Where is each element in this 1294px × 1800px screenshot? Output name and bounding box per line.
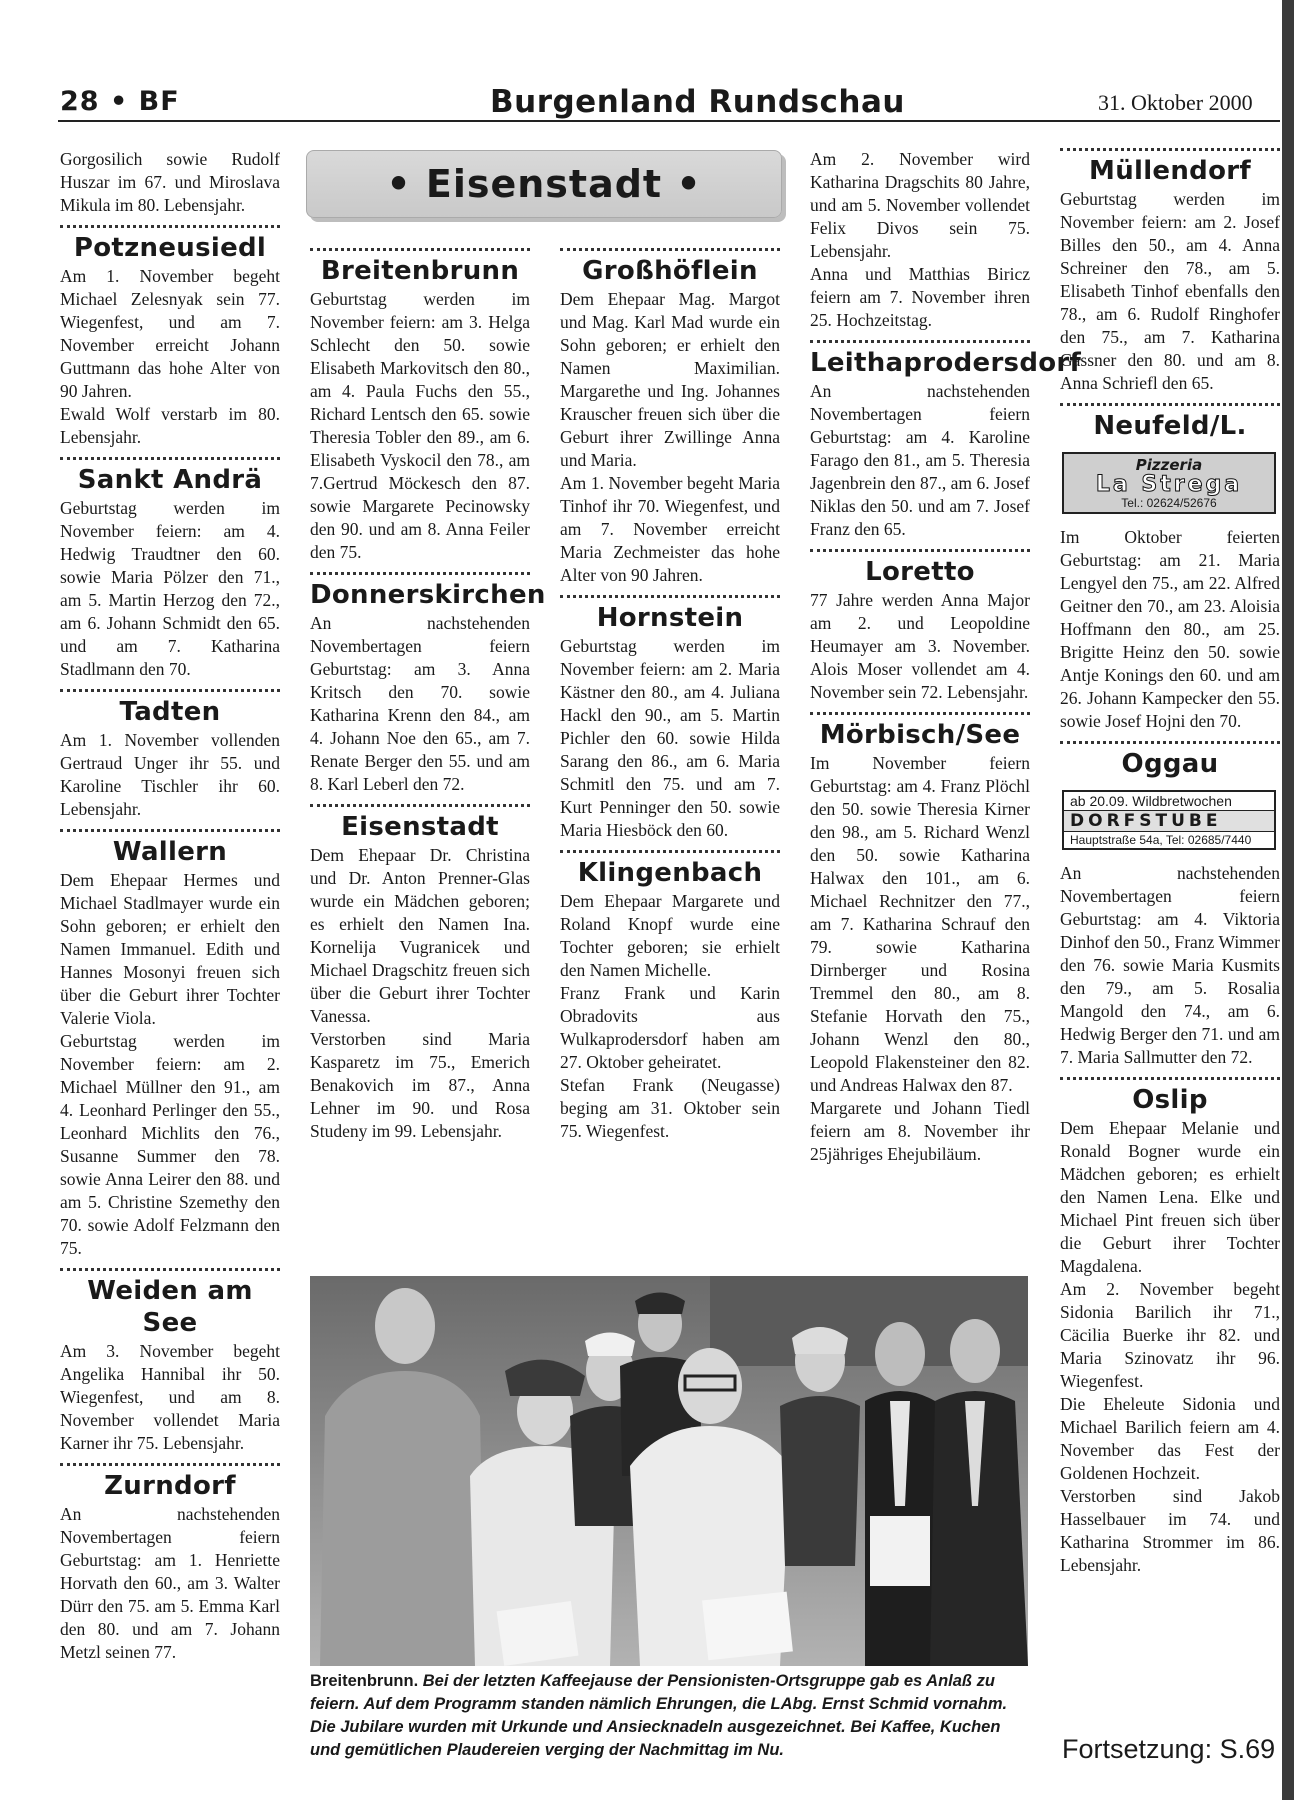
article-text: Geburtstag werden im November feiern: am 2. Josef Billes den 50., am 4. Anna Schreiner den 78., am 5. Elisabeth Tinhof ebenfalls den 78., am 6. Rudolf Ringhofer den 75., am 7. Katharina Gassner den 80. und am 8. Anna Schriefl den 65.: [1060, 189, 1280, 393]
article-text: Geburtstag werden im November feiern: am 4. Hedwig Traudtner den 60. sowie Maria Pölzer den 71., am 5. Martin Herzog den 72., am 6. Johann Schmidt den 65. und am 7. Katharina Stadlmann den 70.: [60, 498, 280, 679]
article-text: Dem Ehepaar Margarete und Roland Knopf wurde eine Tochter geboren; sie erhielt den Namen Michelle.: [560, 891, 780, 980]
dotted-divider: [60, 829, 280, 832]
article-text: Geburtstag werden im November feiern: am 2. Michael Müllner den 91., am 4. Leonhard Perlinger den 55., Leonhard Michlits den 76., Susanne Summer den 78. sowie Anna Leirer den 88. und am 5. Christine Szemethy den 70. sowie Adolf Felzmann den 75.: [60, 1031, 280, 1258]
article-text: Im Oktober feierten Geburtstag: am 21. Maria Lengyel den 75., am 22. Alfred Geitner den 70., am 23. Aloisia Hoffmann den 80., am 25. Brigitte Heinz den 50. sowie Antje Konings den 60. und am 26. Johann Kampecker den 55. sowie Josef Hojni den 70.: [1060, 527, 1280, 731]
photo-illustration: [310, 1276, 1028, 1666]
article-text: Ewald Wolf verstarb im 80. Lebensjahr.: [60, 404, 280, 447]
section-heading: Loretto: [865, 557, 975, 587]
section-heading: Hornstein: [596, 603, 744, 633]
column-1: [60, 148, 280, 1664]
section-heading: Müllendorf: [1089, 156, 1251, 186]
continued-note: Fortsetzung: S.69: [1062, 1734, 1276, 1764]
dotted-divider: [60, 1268, 280, 1271]
ad-line: ab 20.09. Wildbretwochen: [1064, 792, 1274, 811]
dotted-divider: [1060, 403, 1280, 406]
pizzeria-ad: [1062, 452, 1276, 514]
page-number: 28 • BF: [60, 86, 180, 117]
newspaper-title: Burgenland Rundschau: [490, 84, 905, 120]
dotted-divider: [1060, 1077, 1280, 1080]
article-text: An nachstehenden Novembertagen feiern Geburtstag: am 3. Anna Kritsch den 70. sowie Katharina Krenn den 84., am 4. Johann Noe den 65., am 7. Renate Berger den 55. und am 8. Karl Leberl den 72.: [310, 613, 530, 794]
dotted-divider: [810, 549, 1030, 552]
section-heading: Wallern: [112, 837, 228, 867]
section-heading: Breitenbrunn: [320, 256, 520, 286]
dotted-divider: [810, 340, 1030, 343]
article-text: Stefan Frank (Neugasse) beging am 31. Oktober sein 75. Wiegenfest.: [560, 1075, 780, 1141]
article-text: Dem Ehepaar Mag. Margot und Mag. Karl Mad wurde ein Sohn geboren; er erhielt den Namen Maximilian. Margarethe und Ing. Johannes Krauscher freuen sich über die Geburt ihrer Zwillinge Anna und Maria.: [560, 289, 780, 470]
group-photo: [310, 1276, 1028, 1666]
article-text: Dem Ehepaar Dr. Christina und Dr. Anton Prenner-Glas wurde ein Mädchen geboren; es erhielt den Namen Ina. Kornelija Vugranicek und Michael Dragschitz freuen sich über die Geburt ihrer Tochter Vanessa.: [310, 845, 530, 1026]
ad-address: Hauptstraße 54a, Tel: 02685/7440: [1070, 833, 1252, 847]
dotted-divider: [60, 1463, 280, 1466]
article-text: Verstorben sind Maria Kasparetz im 75., Emerich Benakovich im 87., Anna Lehner im 90. und Rosa Studeny im 99. Lebensjahr.: [310, 1029, 530, 1141]
article-text: Franz Frank und Karin Obradovits aus Wulkaprodersdorf haben am 27. Oktober geheiratet.: [560, 983, 780, 1072]
article-text: Geburtstag werden im November feiern: am 3. Helga Schlecht den 50. sowie Elisabeth Markovitsch den 80., am 4. Paula Fuchs den 55., Richard Lentsch den 65. sowie Theresia Tobler den 89., am 6. Elisabeth Vyskocil den 78., am 7.Gertrud Möckesch den 87. sowie Margarete Pecinowsky den 90. und am 8. Anna Feiler den 75.: [310, 289, 530, 562]
scan-edge: [1282, 0, 1294, 1800]
article-text: An nachstehenden Novembertagen feiern Geburtstag: am 1. Henriette Horvath den 60., am 3. Walter Dürr den 75. am 5. Emma Karl den 80. und am 7. Johann Metzl seinen 77.: [60, 1504, 280, 1662]
section-heading: Weiden am See: [87, 1276, 253, 1338]
dotted-divider: [310, 572, 530, 575]
section-heading: Eisenstadt: [341, 812, 499, 842]
column-5: [1060, 148, 1280, 1577]
article-text: Dem Ehepaar Melanie und Ronald Bogner wurde ein Mädchen geboren; es erhielt den Namen Lena. Elke und Michael Pint freuen sich über die Geburt ihrer Tochter Magdalena.: [1060, 1118, 1280, 1276]
article-text: Margarete und Johann Tiedl feiern am 8. November ihr 25jähriges Ehejubiläum.: [810, 1098, 1030, 1164]
column-2: [310, 240, 546, 1143]
dotted-divider: [810, 712, 1030, 715]
section-heading: Mörbisch/See: [819, 720, 1021, 750]
column-4: [810, 148, 1082, 1166]
header-rule: [58, 120, 1280, 122]
article-text: Im November feiern Geburtstag: am 4. Franz Plöchl den 50. sowie Theresia Kirner den 98., am 5. Richard Wenzl den 50. sowie Katharina Halwax den 101., am 6. Michael Rechnitzer den 77., am 7. Katharina Schrauf den 79. sowie Katharina Dirnberger und Rosina Tremmel den 80., am 8. Stefanie Horvath den 75., Johann Wenzl den 80., Leopold Flakensteiner den 82. und Andreas Halwax den 87.: [810, 753, 1030, 1095]
dotted-divider: [310, 804, 530, 807]
section-heading: Leithaprodersdorf: [810, 348, 1082, 378]
article-text: Dem Ehepaar Hermes und Michael Stadlmayer wurde ein Sohn geboren; er erhielt den Namen Immanuel. Edith und Hannes Mosonyi freuen sich über die Geburt ihrer Tochter Valerie Viola.: [60, 870, 280, 1028]
section-heading: Oggau: [1121, 749, 1219, 779]
article-text: 77 Jahre werden Anna Major am 2. und Leopoldine Heumayer am 3. November. Alois Moser vollendet am 4. November sein 72. Lebensjahr.: [810, 590, 1030, 702]
dotted-divider: [60, 689, 280, 692]
section-heading: Donnerskirchen: [310, 580, 546, 610]
dotted-divider: [60, 457, 280, 460]
dotted-divider: [560, 248, 780, 251]
caption-text: Bei der letzten Kaffeejause der Pensionisten-Ortsgruppe gab es Anlaß zu feiern. Auf dem Programm standen nämlich Ehrungen, die LAbg. Ernst Schmid vornahm. Die Jubilare wurden mit Urkunde und Ansiecknadeln ausgezeichnet. Bei Kaffee, Kuchen und gemütlichen Plaudereien verging der Nachmittag im Nu.: [310, 1672, 1008, 1759]
article-text: Am 1. November vollenden Gertraud Unger ihr 55. und Karoline Tischler ihr 60. Lebensjahr.: [60, 730, 280, 819]
article-text: Gorgosilich sowie Rudolf Huszar im 67. und Miroslava Mikula im 80. Lebensjahr.: [60, 149, 280, 215]
dotted-divider: [560, 850, 780, 853]
section-heading: Sankt Andrä: [77, 465, 263, 495]
section-heading: Potzneusiedl: [73, 233, 267, 263]
section-heading: Oslip: [1132, 1085, 1208, 1115]
section-heading: Klingenbach: [577, 858, 763, 888]
ad-phone: Tel.: 02624/52676: [1121, 496, 1217, 510]
ad-line: Pizzeria: [1135, 456, 1203, 474]
article-text: Am 1. November begeht Michael Zelesnyak sein 77. Wiegenfest, und am 7. November erreicht Johann Guttmann das hohe Alter von 90 Jahren.: [60, 266, 280, 401]
article-text: Am 2. November begeht Sidonia Barilich ihr 71., Cäcilia Buerke ihr 82. und Maria Szinovatz ihr 96. Wiegenfest.: [1060, 1279, 1280, 1391]
dorfstube-ad: [1062, 790, 1276, 850]
article-text: Am 3. November begeht Angelika Hannibal ihr 50. Wiegenfest, und am 8. November vollendet Maria Karner ihr 75. Lebensjahr.: [60, 1341, 280, 1453]
section-heading: Tadten: [119, 697, 221, 727]
region-banner: • Eisenstadt •: [306, 150, 782, 218]
article-text: Geburtstag werden im November feiern: am 2. Maria Kästner den 80., am 4. Juliana Hackl den 90., am 5. Martin Pichler den 60. sowie Hilda Sarang den 86., am 6. Maria Schmitl den 75. und am 7. Kurt Penninger den 50. sowie Maria Hiesböck den 60.: [560, 636, 780, 840]
article-text: An nachstehenden Novembertagen feiern Geburtstag: am 4. Viktoria Dinhof den 50., Franz Wimmer den 76. sowie Maria Kusmits den 79., am 5. Rosalia Mangold den 74., am 6. Hedwig Berger den 71. und am 7. Maria Sallmutter den 72.: [1060, 863, 1280, 1067]
article-text: Am 1. November begeht Maria Tinhof ihr 70. Wiegenfest, und am 7. November erreicht Maria Zechmeister das hohe Alter von 90 Jahren.: [560, 473, 780, 585]
article-text: Anna und Matthias Biricz feiern am 7. November ihren 25. Hochzeitstag.: [810, 264, 1030, 330]
dotted-divider: [1060, 148, 1280, 151]
dotted-divider: [60, 225, 280, 228]
article-text: Die Eheleute Sidonia und Michael Barilich feiern am 4. November das Fest der Goldenen Hochzeit.: [1060, 1394, 1280, 1483]
section-heading: Großhöflein: [582, 256, 758, 286]
dotted-divider: [560, 595, 780, 598]
ad-brand: DORFSTUBE: [1064, 811, 1274, 832]
article-text: Verstorben sind Jakob Hasselbauer im 74. und Katharina Strommer im 86. Lebensjahr.: [1060, 1486, 1280, 1575]
column-3: [560, 240, 780, 1143]
section-heading: Neufeld/L.: [1093, 411, 1247, 441]
article-text: Am 2. November wird Katharina Dragschits 80 Jahre, und am 5. November vollendet Felix Divos sein 75. Lebensjahr.: [810, 149, 1030, 261]
photo-caption: [310, 1670, 1030, 1762]
dotted-divider: [1060, 741, 1280, 744]
section-heading: Zurndorf: [104, 1471, 236, 1501]
dotted-divider: [310, 248, 530, 251]
issue-date: 31. Oktober 2000: [1098, 90, 1253, 115]
article-text: An nachstehenden Novembertagen feiern Geburtstag: am 4. Karoline Farago den 81., am 5. Theresia Jagenbrein den 87., am 6. Josef Niklas den 50. und am 7. Josef Franz den 65.: [810, 381, 1030, 539]
ad-brand: La Strega: [1095, 472, 1243, 497]
caption-lead: Breitenbrunn.: [310, 1672, 419, 1690]
